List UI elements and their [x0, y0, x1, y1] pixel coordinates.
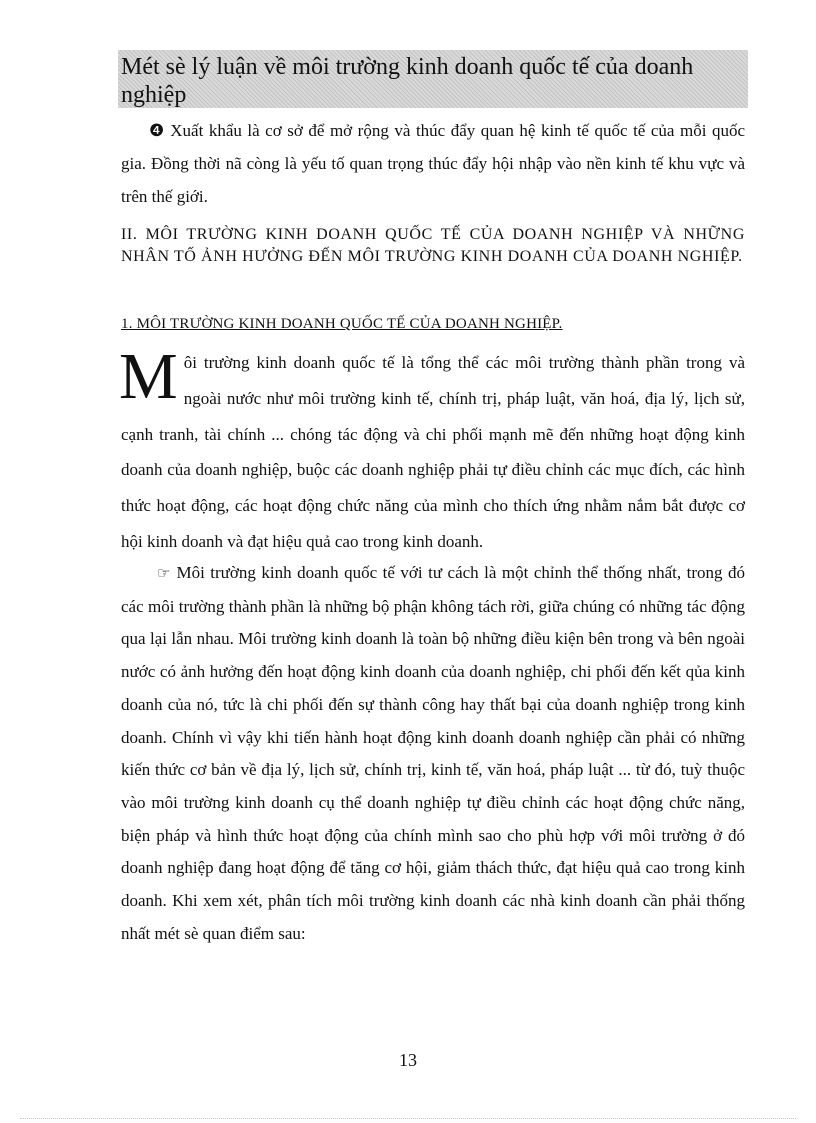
- paragraph-text: Môi trường kinh doanh quốc tế với tư cách là một chỉnh thể thống nhất, trong đó các môi trường thành phần là những bộ phận không tách rời, giữa chúng có những tác động qua lại lẫn nhau. Môi trường kinh doanh là toàn bộ những điều kiện bên trong và bên ngoài nước có ảnh hưởng đến hoạt động kinh doanh của doanh nghiệp, chi phối đến kết qủa kinh doanh của nó, tức là chi phối đến sự thành công hay thất bại của doanh nghiệp trong kinh doanh. Chính vì vậy khi tiến hành hoạt động kinh doanh doanh nghiệp cần phải có những kiến thức cơ bản về địa lý, lịch sử, chính trị, kinh tế, văn hoá, pháp luật ... từ đó, tuỳ thuộc vào môi trường kinh doanh cụ thể doanh nghiệp tự điều chỉnh các hoạt động chức năng, biện pháp và hình thức hoạt động của chính mình sao cho phù hợp với môi trường ở đó doanh nghiệp đang hoạt động để tăng cơ hội, giảm thách thức, đạt hiệu quả cao trong kinh doanh. Khi xem xét, phân tích môi trường kinh doanh các nhà kinh doanh cần phải thống nhất mét sè quan điểm sau:: [121, 563, 745, 943]
- numbered-circle-bullet-icon: ❹: [149, 121, 165, 140]
- paragraph-export-role: [121, 114, 745, 213]
- header-banner: [118, 50, 748, 108]
- section-title: II. MÔI TRƯỜNG KINH DOANH QUỐC TẾ CỦA DOANH NGHIỆP VÀ NHỮNG NHÂN TỐ ẢNH HƯỞNG ĐẾN MÔI TRƯỜNG KINH DOANH CỦA DOANH NGHIỆP.: [121, 226, 745, 265]
- page-bottom-border: [20, 1118, 796, 1119]
- paragraph-definition: [119, 340, 745, 560]
- drop-cap: M: [119, 340, 178, 413]
- paragraph-text: ôi trường kinh doanh quốc tế là tổng thể các môi trường thành phần trong và ngoài nước như môi trường kinh tế, chính trị, pháp luật, văn hoá, địa lý, lịch sử, cạnh tranh, tài chính ... chóng tác động và chi phối mạnh mẽ đến những hoạt động kinh doanh của doanh nghiệp, buộc các doanh nghiệp phải tự điều chỉnh các mục đích, các hình thức hoạt động, các hoạt động chức năng của mình cho thích ứng nhằm nắm bắt được cơ hội kinh doanh và đạt hiệu quả cao trong kinh doanh.: [121, 353, 745, 551]
- page-number: 13: [399, 1050, 417, 1070]
- paragraph-unified-whole: [121, 557, 745, 950]
- header-title: Mét sè lý luận về môi trường kinh doanh quốc tế của doanh nghiệp: [121, 54, 694, 108]
- pointing-hand-icon: ☞: [157, 566, 171, 582]
- subsection-title: 1. MÔI TRƯỜNG KINH DOANH QUỐC TẾ CỦA DOANH NGHIỆP.: [121, 316, 563, 332]
- paragraph-text: Xuất khẩu là cơ sở để mở rộng và thúc đẩy quan hệ kinh tế quốc tế của mỗi quốc gia. Đồng thời nã còng là yếu tố quan trọng thúc đẩy hội nhập vào nền kinh tế khu vực và trên thế giới.: [121, 121, 745, 206]
